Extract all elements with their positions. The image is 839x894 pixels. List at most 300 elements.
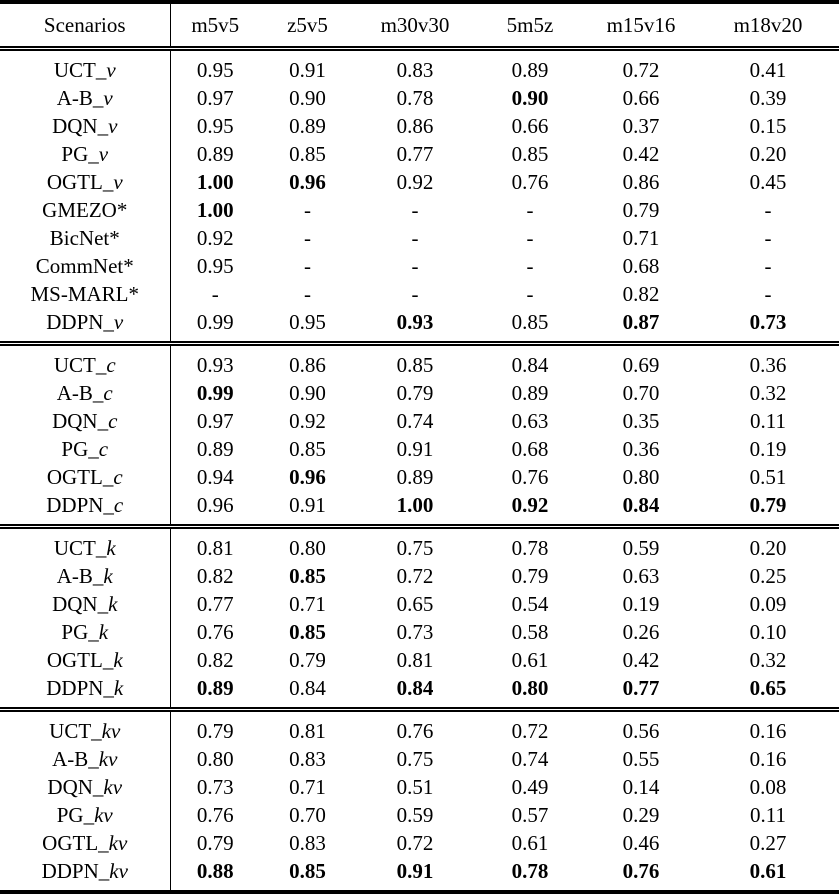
value-cell: 0.95 bbox=[196, 113, 234, 138]
row-label bbox=[0, 710, 170, 746]
row-label bbox=[0, 773, 170, 801]
value-cell: 0.45 bbox=[749, 169, 787, 194]
table-row bbox=[0, 49, 839, 85]
value-cell: 0.96 bbox=[289, 464, 326, 489]
value-cell: 0.65 bbox=[749, 675, 787, 700]
method-variant-suffix: kv bbox=[109, 858, 128, 883]
row-label bbox=[0, 646, 170, 674]
table-section-3 bbox=[0, 527, 839, 710]
row-label bbox=[0, 463, 170, 491]
value-cell: 0.20 bbox=[749, 535, 787, 560]
value-cell: 0.73 bbox=[196, 774, 234, 799]
value-cell: - bbox=[526, 281, 534, 306]
method-name: A-B bbox=[52, 746, 89, 771]
table-section-2 bbox=[0, 344, 839, 527]
value-cell: 0.39 bbox=[749, 85, 787, 110]
value-cell: 0.81 bbox=[196, 535, 234, 560]
row-label bbox=[0, 745, 170, 773]
row-label bbox=[0, 674, 170, 710]
value-cell: 0.97 bbox=[196, 85, 234, 110]
method-variant-suffix: c bbox=[108, 408, 118, 433]
method-variant-suffix: kv bbox=[101, 718, 121, 743]
value-cell: 0.42 bbox=[622, 141, 660, 166]
value-cell: - bbox=[411, 197, 419, 222]
value-cell: 0.61 bbox=[511, 830, 549, 855]
table-row bbox=[0, 590, 839, 618]
value-cell: 0.79 bbox=[622, 197, 660, 222]
value-cell: 0.89 bbox=[196, 675, 234, 700]
method-name: OGTL bbox=[42, 830, 99, 855]
header-col-z5v5: z5v5 bbox=[287, 12, 328, 37]
table-row bbox=[0, 435, 839, 463]
method-variant-suffix: k bbox=[103, 563, 113, 588]
table-row bbox=[0, 801, 839, 829]
value-cell: - bbox=[411, 225, 419, 250]
row-label bbox=[0, 280, 170, 308]
value-cell: 0.51 bbox=[749, 464, 787, 489]
value-cell: - bbox=[304, 225, 311, 250]
value-cell: 0.76 bbox=[196, 802, 234, 827]
value-cell: 0.19 bbox=[622, 591, 660, 616]
underscore-separator: _ bbox=[103, 492, 114, 517]
method-name: DDPN bbox=[46, 675, 104, 700]
value-cell: - bbox=[764, 253, 772, 278]
method-name: MS-MARL* bbox=[30, 281, 140, 306]
method-name: UCT bbox=[53, 535, 96, 560]
value-cell: 0.90 bbox=[289, 85, 326, 110]
table-row bbox=[0, 745, 839, 773]
table-row bbox=[0, 618, 839, 646]
value-cell: 1.00 bbox=[196, 197, 234, 222]
row-label bbox=[0, 252, 170, 280]
value-cell: - bbox=[411, 253, 419, 278]
value-cell: 0.42 bbox=[622, 647, 660, 672]
value-cell: 0.19 bbox=[749, 436, 787, 461]
method-variant-suffix: c bbox=[113, 464, 123, 489]
table-row bbox=[0, 562, 839, 590]
value-cell: 0.71 bbox=[289, 591, 326, 616]
value-cell: 0.85 bbox=[396, 352, 434, 377]
value-cell: 0.76 bbox=[511, 464, 549, 489]
header-col-m18v20: m18v20 bbox=[733, 12, 803, 37]
value-cell: 0.79 bbox=[511, 563, 549, 588]
method-name: OGTL bbox=[46, 169, 103, 194]
value-cell: 0.65 bbox=[396, 591, 434, 616]
value-cell: 0.93 bbox=[196, 352, 234, 377]
method-name: A-B bbox=[56, 380, 93, 405]
method-name: A-B bbox=[56, 563, 93, 588]
value-cell: 0.88 bbox=[196, 858, 234, 883]
value-cell: - bbox=[211, 281, 219, 306]
value-cell: 0.79 bbox=[196, 718, 234, 743]
row-label bbox=[0, 224, 170, 252]
value-cell: 0.75 bbox=[396, 535, 434, 560]
method-name: DDPN bbox=[46, 492, 104, 517]
value-cell: - bbox=[304, 281, 311, 306]
table-row bbox=[0, 857, 839, 892]
header-col-5m5z: 5m5z bbox=[506, 12, 554, 37]
underscore-separator: _ bbox=[91, 718, 102, 743]
underscore-separator: _ bbox=[97, 591, 109, 616]
row-label bbox=[0, 49, 170, 85]
method-variant-suffix: v bbox=[113, 309, 124, 334]
value-cell: 0.11 bbox=[750, 408, 786, 433]
value-cell: 0.79 bbox=[196, 830, 234, 855]
value-cell: 0.79 bbox=[749, 492, 787, 517]
method-name: OGTL bbox=[46, 464, 103, 489]
value-cell: 0.26 bbox=[622, 619, 660, 644]
header-col-m5v5: m5v5 bbox=[191, 12, 240, 37]
value-cell: 0.14 bbox=[622, 774, 660, 799]
value-cell: 0.92 bbox=[289, 408, 326, 433]
value-cell: 0.78 bbox=[511, 535, 549, 560]
method-variant-suffix: kv bbox=[108, 830, 128, 855]
value-cell: 0.57 bbox=[511, 802, 549, 827]
value-cell: 0.85 bbox=[511, 309, 549, 334]
method-name: PG bbox=[61, 436, 89, 461]
method-name: DQN bbox=[52, 408, 98, 433]
header-col-m30v30: m30v30 bbox=[380, 12, 450, 37]
value-cell: 0.78 bbox=[396, 85, 434, 110]
underscore-separator: _ bbox=[88, 436, 99, 461]
method-variant-suffix: c bbox=[103, 380, 113, 405]
value-cell: 0.49 bbox=[511, 774, 549, 799]
value-cell: 0.70 bbox=[622, 380, 660, 405]
value-cell: 0.80 bbox=[622, 464, 660, 489]
value-cell: 0.61 bbox=[749, 858, 787, 883]
method-name: GMEZO* bbox=[42, 197, 128, 222]
value-cell: 0.75 bbox=[396, 746, 434, 771]
value-cell: 0.16 bbox=[749, 718, 787, 743]
method-name: PG bbox=[61, 619, 89, 644]
value-cell: 0.91 bbox=[289, 492, 326, 517]
table-row bbox=[0, 463, 839, 491]
value-cell: 0.86 bbox=[289, 352, 326, 377]
row-label bbox=[0, 112, 170, 140]
value-cell: - bbox=[526, 197, 534, 222]
value-cell: 0.92 bbox=[511, 492, 549, 517]
method-name: UCT bbox=[49, 718, 92, 743]
value-cell: 0.66 bbox=[622, 85, 660, 110]
table-row bbox=[0, 773, 839, 801]
value-cell: 0.83 bbox=[289, 830, 326, 855]
table-row bbox=[0, 84, 839, 112]
value-cell: 0.36 bbox=[749, 352, 787, 377]
value-cell: 0.68 bbox=[622, 253, 660, 278]
method-variant-suffix: k bbox=[113, 675, 124, 700]
underscore-separator: _ bbox=[88, 746, 99, 771]
table-row bbox=[0, 646, 839, 674]
value-cell: 0.25 bbox=[749, 563, 787, 588]
value-cell: 0.76 bbox=[396, 718, 434, 743]
value-cell: 0.97 bbox=[196, 408, 234, 433]
value-cell: 0.83 bbox=[396, 57, 434, 82]
value-cell: 0.82 bbox=[622, 281, 660, 306]
method-variant-suffix: kv bbox=[103, 774, 123, 799]
table-row bbox=[0, 140, 839, 168]
value-cell: 0.73 bbox=[749, 309, 787, 334]
value-cell: - bbox=[304, 253, 311, 278]
table-section-4 bbox=[0, 710, 839, 893]
value-cell: - bbox=[526, 225, 534, 250]
table-row bbox=[0, 168, 839, 196]
value-cell: 0.36 bbox=[622, 436, 660, 461]
table-row bbox=[0, 379, 839, 407]
method-variant-suffix: k bbox=[106, 535, 116, 560]
underscore-separator: _ bbox=[98, 858, 110, 883]
header-col-m15v16: m15v16 bbox=[606, 12, 676, 37]
value-cell: 0.99 bbox=[196, 380, 234, 405]
value-cell: 0.82 bbox=[196, 563, 234, 588]
value-cell: 0.51 bbox=[396, 774, 434, 799]
value-cell: 0.41 bbox=[749, 57, 787, 82]
method-name: UCT bbox=[53, 57, 96, 82]
value-cell: 1.00 bbox=[196, 169, 234, 194]
row-label bbox=[0, 829, 170, 857]
method-name: UCT bbox=[53, 352, 96, 377]
value-cell: 0.91 bbox=[289, 57, 326, 82]
value-cell: 0.91 bbox=[396, 436, 434, 461]
row-label bbox=[0, 435, 170, 463]
value-cell: 0.80 bbox=[196, 746, 234, 771]
value-cell: 0.11 bbox=[750, 802, 786, 827]
underscore-separator: _ bbox=[92, 774, 104, 799]
method-name: A-B bbox=[56, 85, 93, 110]
value-cell: 0.81 bbox=[396, 647, 434, 672]
value-cell: 0.91 bbox=[396, 858, 434, 883]
row-label bbox=[0, 562, 170, 590]
value-cell: 0.66 bbox=[511, 113, 549, 138]
value-cell: 0.90 bbox=[511, 85, 549, 110]
method-variant-suffix: c bbox=[113, 492, 124, 517]
value-cell: - bbox=[764, 197, 772, 222]
value-cell: 0.16 bbox=[749, 746, 787, 771]
value-cell: 0.99 bbox=[196, 309, 234, 334]
value-cell: 0.89 bbox=[289, 113, 326, 138]
underscore-separator: _ bbox=[95, 57, 107, 82]
value-cell: 0.94 bbox=[196, 464, 234, 489]
value-cell: 0.58 bbox=[511, 619, 549, 644]
value-cell: 0.15 bbox=[749, 113, 787, 138]
value-cell: 0.87 bbox=[622, 309, 660, 334]
method-name: BicNet* bbox=[49, 225, 120, 250]
row-label bbox=[0, 407, 170, 435]
row-label bbox=[0, 590, 170, 618]
value-cell: 0.63 bbox=[622, 563, 660, 588]
value-cell: 0.92 bbox=[196, 225, 234, 250]
value-cell: 0.27 bbox=[749, 830, 787, 855]
value-cell: 0.85 bbox=[289, 858, 326, 883]
method-variant-suffix: k bbox=[113, 647, 123, 672]
value-cell: 0.74 bbox=[511, 746, 549, 771]
value-cell: 0.95 bbox=[289, 309, 326, 334]
table-row bbox=[0, 527, 839, 563]
value-cell: 0.72 bbox=[396, 563, 434, 588]
value-cell: 0.76 bbox=[622, 858, 660, 883]
table-row bbox=[0, 491, 839, 527]
underscore-separator: _ bbox=[102, 647, 114, 672]
method-variant-suffix: v bbox=[108, 113, 118, 138]
value-cell: 0.84 bbox=[289, 675, 326, 700]
value-cell: 0.59 bbox=[396, 802, 434, 827]
value-cell: 0.37 bbox=[622, 113, 660, 138]
underscore-separator: _ bbox=[95, 535, 107, 560]
value-cell: 0.80 bbox=[511, 675, 549, 700]
table-row bbox=[0, 112, 839, 140]
value-cell: 0.71 bbox=[289, 774, 326, 799]
value-cell: 0.86 bbox=[396, 113, 434, 138]
value-cell: 0.89 bbox=[196, 141, 234, 166]
table-row bbox=[0, 280, 839, 308]
underscore-separator: _ bbox=[92, 563, 104, 588]
value-cell: 0.80 bbox=[289, 535, 326, 560]
value-cell: 0.78 bbox=[511, 858, 549, 883]
value-cell: 0.46 bbox=[622, 830, 660, 855]
value-cell: 0.77 bbox=[396, 141, 434, 166]
value-cell: 0.08 bbox=[749, 774, 787, 799]
underscore-separator: _ bbox=[102, 169, 114, 194]
method-name: OGTL bbox=[46, 647, 103, 672]
underscore-separator: _ bbox=[92, 85, 104, 110]
value-cell: 0.89 bbox=[196, 436, 234, 461]
value-cell: - bbox=[304, 197, 311, 222]
table-row bbox=[0, 308, 839, 344]
value-cell: 0.35 bbox=[622, 408, 660, 433]
value-cell: 0.82 bbox=[196, 647, 234, 672]
method-variant-suffix: v bbox=[98, 141, 109, 166]
value-cell: 0.96 bbox=[289, 169, 326, 194]
value-cell: 0.95 bbox=[196, 57, 234, 82]
table-row bbox=[0, 407, 839, 435]
row-label bbox=[0, 168, 170, 196]
table-row bbox=[0, 224, 839, 252]
underscore-separator: _ bbox=[88, 141, 99, 166]
value-cell: 0.85 bbox=[289, 619, 326, 644]
value-cell: 0.32 bbox=[749, 380, 787, 405]
value-cell: 0.85 bbox=[511, 141, 549, 166]
value-cell: 0.76 bbox=[511, 169, 549, 194]
method-name: DQN bbox=[52, 591, 98, 616]
row-label bbox=[0, 491, 170, 527]
table-section-1 bbox=[0, 49, 839, 344]
value-cell: 0.79 bbox=[396, 380, 434, 405]
value-cell: 0.93 bbox=[396, 309, 434, 334]
value-cell: 0.54 bbox=[511, 591, 549, 616]
value-cell: 0.20 bbox=[749, 141, 787, 166]
value-cell: 0.10 bbox=[749, 619, 787, 644]
value-cell: 0.77 bbox=[196, 591, 234, 616]
value-cell: 0.32 bbox=[749, 647, 787, 672]
value-cell: 0.61 bbox=[511, 647, 549, 672]
value-cell: 0.79 bbox=[289, 647, 326, 672]
table-row bbox=[0, 674, 839, 710]
method-variant-suffix: v bbox=[106, 57, 116, 82]
value-cell: 0.63 bbox=[511, 408, 549, 433]
row-label bbox=[0, 308, 170, 344]
value-cell: - bbox=[411, 281, 419, 306]
value-cell: 0.09 bbox=[749, 591, 787, 616]
underscore-separator: _ bbox=[102, 464, 114, 489]
value-cell: 0.84 bbox=[511, 352, 549, 377]
value-cell: 0.70 bbox=[289, 802, 326, 827]
method-name: DQN bbox=[47, 774, 93, 799]
table-header bbox=[0, 2, 839, 49]
value-cell: - bbox=[526, 253, 534, 278]
value-cell: 0.72 bbox=[511, 718, 549, 743]
row-label bbox=[0, 379, 170, 407]
table-row bbox=[0, 710, 839, 746]
value-cell: 0.96 bbox=[196, 492, 234, 517]
table-row bbox=[0, 252, 839, 280]
value-cell: 0.72 bbox=[396, 830, 434, 855]
table-row bbox=[0, 344, 839, 380]
row-label bbox=[0, 801, 170, 829]
method-name: DDPN bbox=[41, 858, 99, 883]
value-cell: 0.89 bbox=[511, 57, 549, 82]
value-cell: 0.85 bbox=[289, 563, 326, 588]
underscore-separator: _ bbox=[97, 113, 109, 138]
value-cell: 0.86 bbox=[622, 169, 660, 194]
value-cell: 0.85 bbox=[289, 141, 326, 166]
method-variant-suffix: k bbox=[108, 591, 118, 616]
value-cell: 0.90 bbox=[289, 380, 326, 405]
value-cell: 0.29 bbox=[622, 802, 660, 827]
underscore-separator: _ bbox=[92, 380, 104, 405]
method-variant-suffix: v bbox=[103, 85, 113, 110]
value-cell: 0.85 bbox=[289, 436, 326, 461]
row-label bbox=[0, 84, 170, 112]
row-label bbox=[0, 857, 170, 892]
method-variant-suffix: kv bbox=[98, 746, 118, 771]
method-name: PG bbox=[61, 141, 89, 166]
value-cell: 1.00 bbox=[396, 492, 434, 517]
underscore-separator: _ bbox=[97, 408, 109, 433]
value-cell: 0.84 bbox=[622, 492, 660, 517]
value-cell: 0.56 bbox=[622, 718, 660, 743]
underscore-separator: _ bbox=[95, 352, 107, 377]
value-cell: 0.59 bbox=[622, 535, 660, 560]
method-variant-suffix: kv bbox=[94, 802, 113, 827]
row-label bbox=[0, 618, 170, 646]
table-row bbox=[0, 196, 839, 224]
row-label bbox=[0, 140, 170, 168]
value-cell: 0.83 bbox=[289, 746, 326, 771]
value-cell: 0.89 bbox=[396, 464, 434, 489]
method-name: CommNet* bbox=[35, 253, 134, 278]
value-cell: 0.81 bbox=[289, 718, 326, 743]
row-label bbox=[0, 527, 170, 563]
method-name: PG bbox=[56, 802, 84, 827]
value-cell: - bbox=[764, 225, 772, 250]
header-scenarios: Scenarios bbox=[0, 2, 170, 49]
value-cell: 0.68 bbox=[511, 436, 549, 461]
value-cell: 0.69 bbox=[622, 352, 660, 377]
header-row bbox=[0, 2, 839, 49]
method-variant-suffix: c bbox=[106, 352, 116, 377]
underscore-separator: _ bbox=[103, 309, 114, 334]
value-cell: 0.74 bbox=[396, 408, 434, 433]
underscore-separator: _ bbox=[83, 802, 95, 827]
method-variant-suffix: k bbox=[98, 619, 109, 644]
row-label bbox=[0, 196, 170, 224]
value-cell: 0.71 bbox=[622, 225, 660, 250]
value-cell: - bbox=[764, 281, 772, 306]
method-name: DQN bbox=[52, 113, 98, 138]
value-cell: 0.77 bbox=[622, 675, 660, 700]
method-variant-suffix: v bbox=[113, 169, 123, 194]
value-cell: 0.89 bbox=[511, 380, 549, 405]
value-cell: 0.76 bbox=[196, 619, 234, 644]
